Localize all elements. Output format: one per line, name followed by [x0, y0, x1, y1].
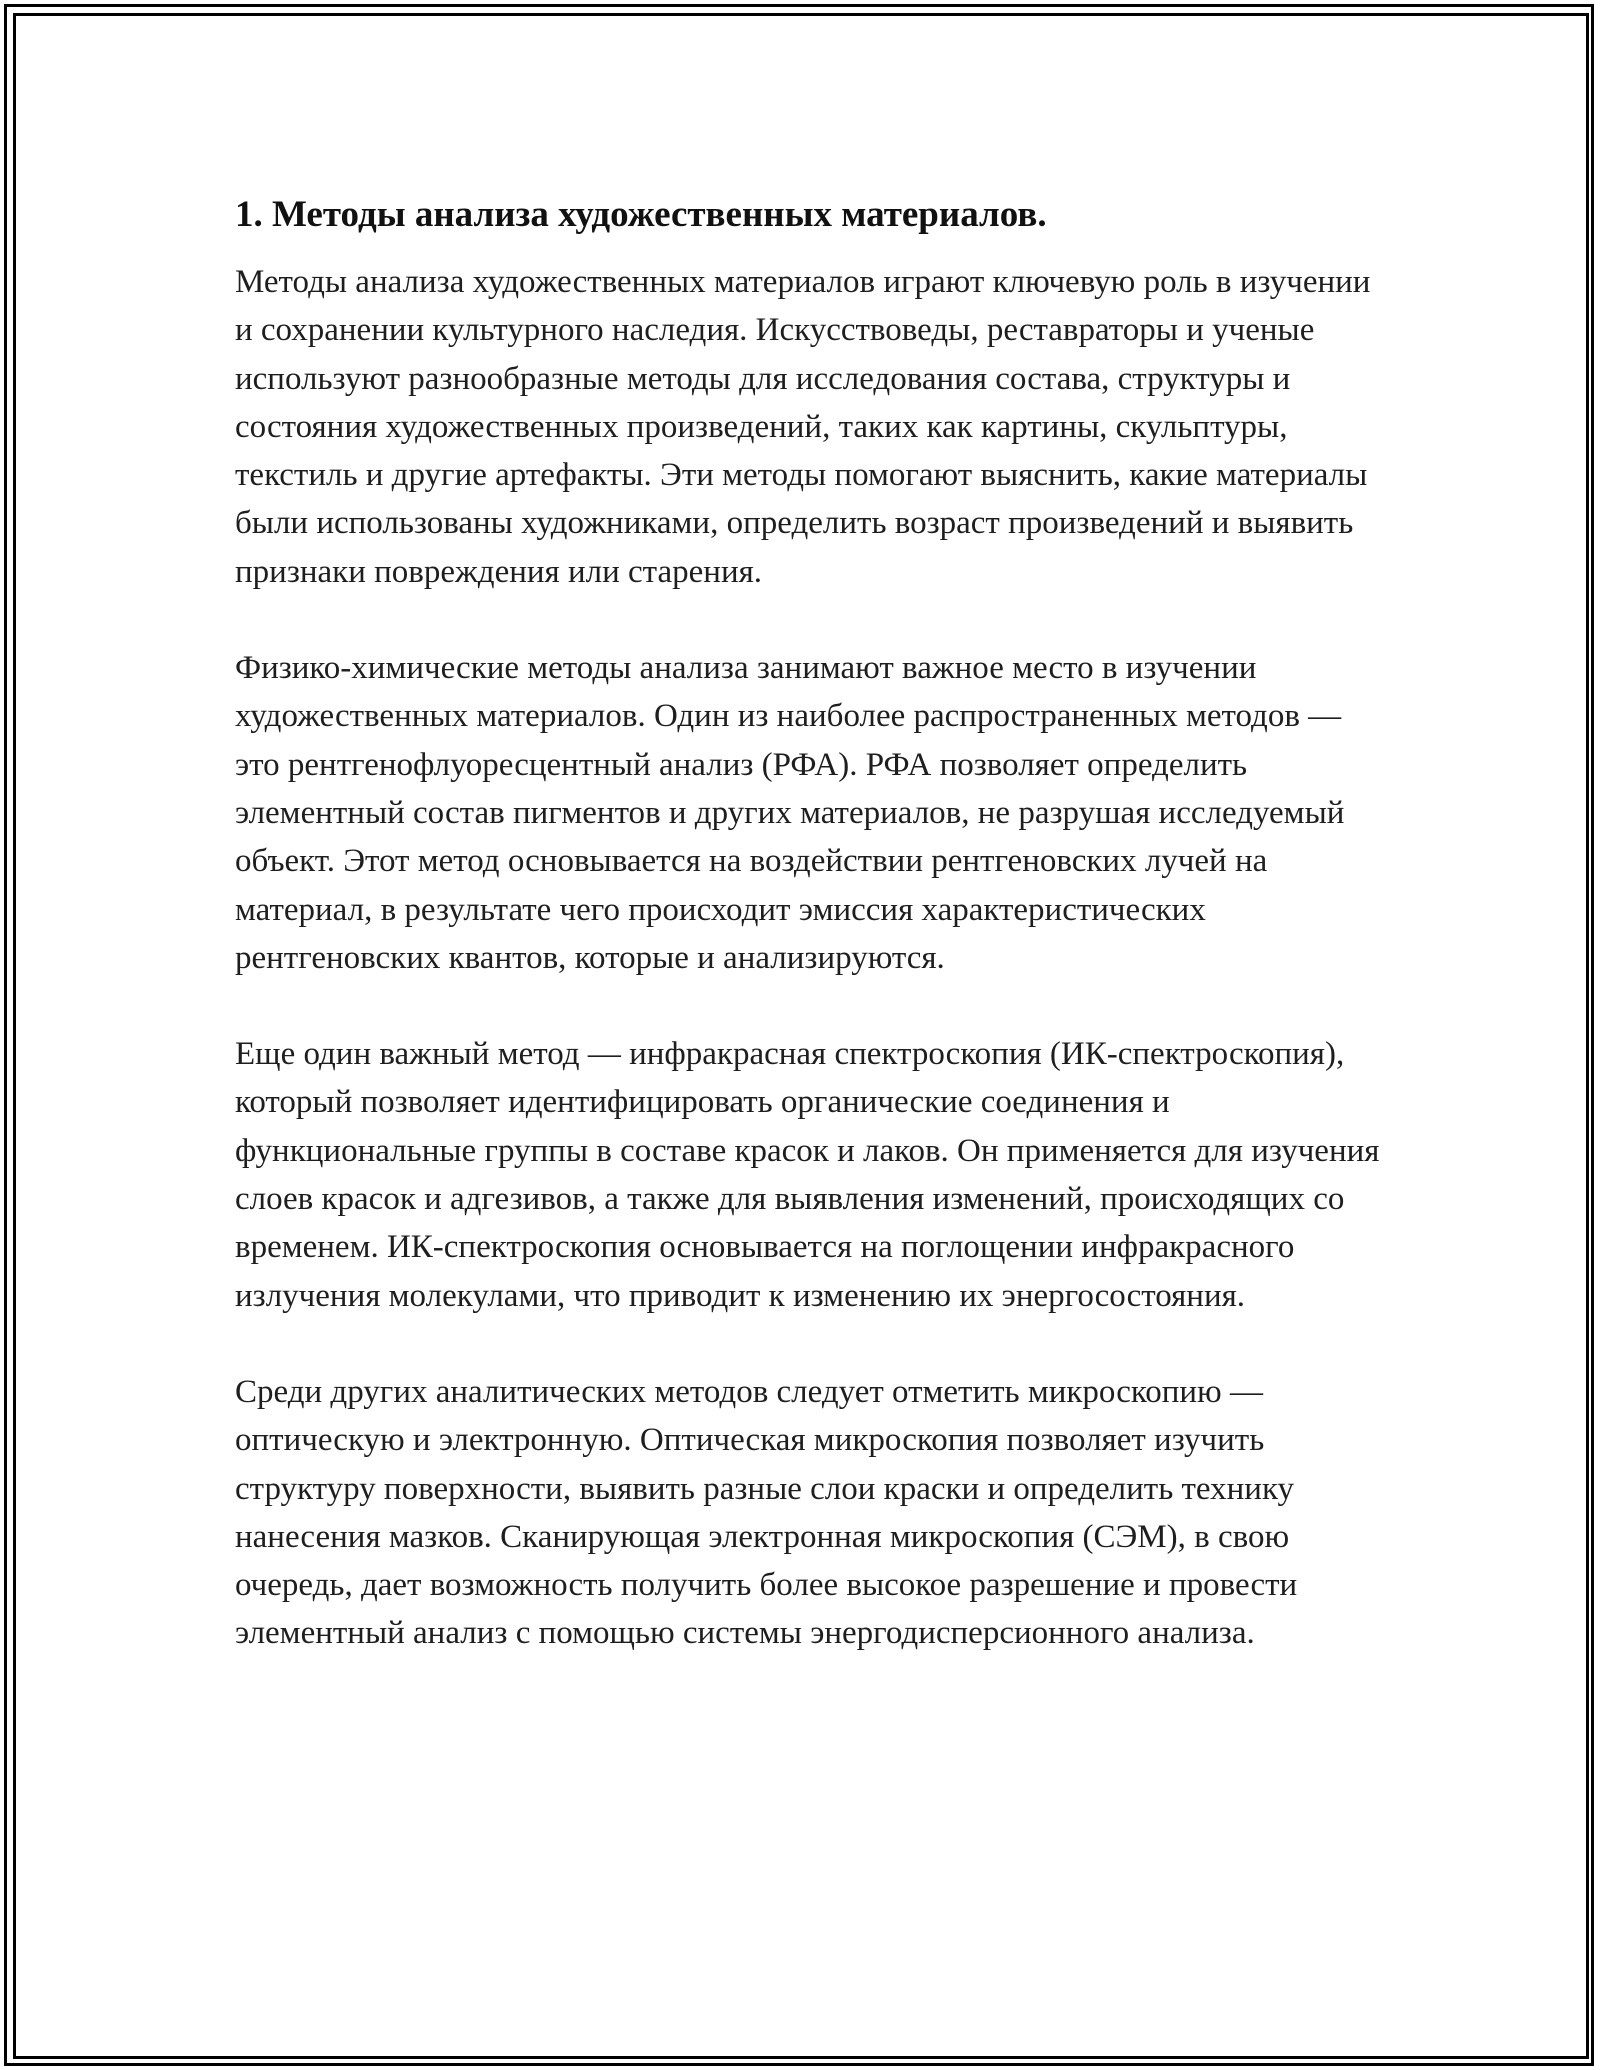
paragraph-xrf: Физико-химические методы анализа занимают важное место в изучении художественных материалов. Один из наиболее распространенных методов — это рентгенофлуоресцентный анализ (РФА). РФА позволяет определить элементный состав пигментов и других материалов, не разрушая исследуемый объект. Этот метод основывается на воздействии рентгеновских лучей на материал, в результате чего происходит эмиссия характеристических рентгеновских квантов, которые и анализируются. [235, 650, 1345, 976]
paragraph-intro: Методы анализа художественных материалов играют ключевую роль в изучении и сохранении культурного наследия. Искусствоведы, реставраторы и ученые используют разнообразные методы для исследования состава, структуры и состояния художественных произведений, таких как картины, скульптуры, текстиль и другие артефакты. Эти методы помогают выяснить, какие материалы были использованы художниками, определить возраст произведений и выявить признаки повреждения или старения. [235, 264, 1371, 590]
paragraph-microscopy: Среди других аналитических методов следует отметить микроскопию — оптическую и электронную. Оптическая микроскопия позволяет изучить структуру поверхности, выявить разные слои краски и определить технику нанесения мазков. Сканирующая электронная микроскопия (СЭМ), в свою очередь, дает возможность получить более высокое разрешение и провести элементный анализ с помощью системы энергодисперсионного анализа. [235, 1373, 1298, 1652]
section-heading: 1. Методы анализа художественных материалов. [235, 194, 1047, 235]
page-content [235, 190, 1385, 1658]
paragraph-ir-spectroscopy: Еще один важный метод — инфракрасная спектроскопия (ИК-спектроскопия), который позволяет идентифицировать органические соединения и функциональные группы в составе красок и лаков. Он применяется для изучения слоев красок и адгезивов, а также для выявления изменений, происходящих со временем. ИК-спектроскопия основывается на поглощении инфракрасного излучения молекулами, что приводит к изменению их энергосостояния. [235, 1036, 1380, 1314]
